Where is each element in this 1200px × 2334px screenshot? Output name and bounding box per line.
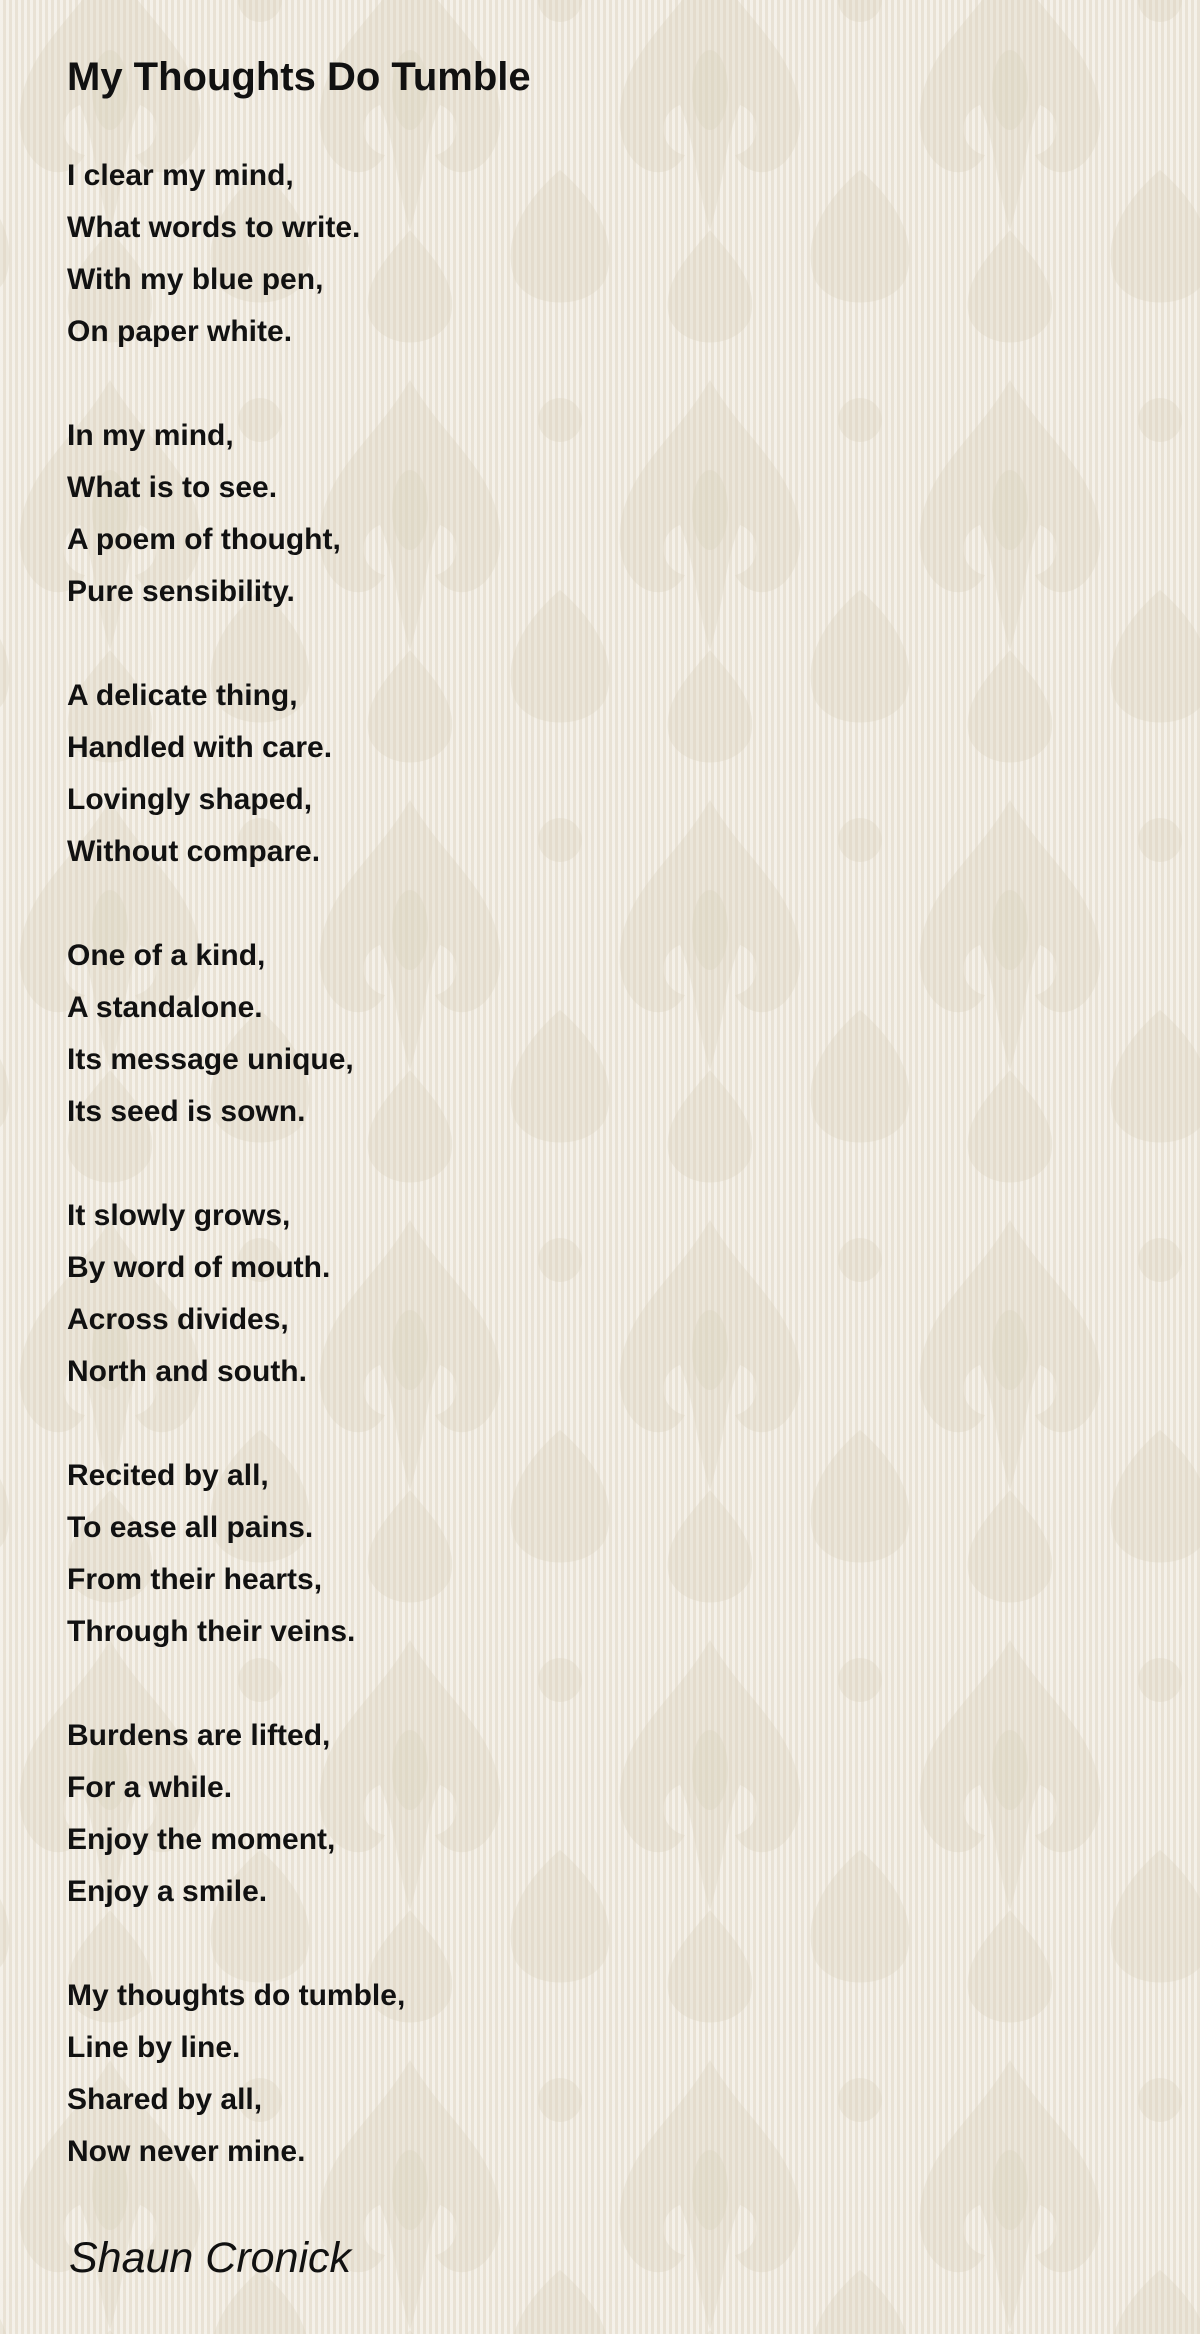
poem-line: I clear my mind, bbox=[67, 159, 294, 192]
poem-line: In my mind, bbox=[67, 419, 234, 452]
poem-line: Handled with care. bbox=[67, 731, 333, 764]
poem-line: Enjoy a smile. bbox=[67, 1875, 268, 1908]
poem-line: Through their veins. bbox=[67, 1615, 356, 1648]
poem-line: What words to write. bbox=[67, 211, 361, 244]
poem-line: It slowly grows, bbox=[67, 1199, 291, 1232]
poem-line: Recited by all, bbox=[67, 1459, 269, 1492]
poem-line: Lovingly shaped, bbox=[67, 783, 313, 816]
poem-line: Without compare. bbox=[67, 835, 321, 868]
poem-line: North and south. bbox=[67, 1355, 307, 1388]
poem-line: My thoughts do tumble, bbox=[67, 1979, 406, 2012]
poem-line: Its message unique, bbox=[67, 1043, 354, 1076]
poem-line: For a while. bbox=[67, 1771, 233, 1804]
poem-stanza bbox=[67, 1190, 405, 1398]
poem-line: By word of mouth. bbox=[67, 1251, 331, 1284]
poem-stanza bbox=[67, 670, 405, 878]
poem-title: My Thoughts Do Tumble bbox=[67, 55, 531, 99]
poem-line: A standalone. bbox=[67, 991, 263, 1024]
poem-stanza bbox=[67, 150, 405, 358]
poem-line: Line by line. bbox=[67, 2031, 241, 2064]
poem-line: Its seed is sown. bbox=[67, 1095, 306, 1128]
poem-line: What is to see. bbox=[67, 471, 278, 504]
poem-stanza bbox=[67, 1710, 405, 1918]
poem-line: Now never mine. bbox=[67, 2135, 306, 2168]
poem-stanza bbox=[67, 1970, 405, 2178]
poem-line: To ease all pains. bbox=[67, 1511, 314, 1544]
poem-line: One of a kind, bbox=[67, 939, 266, 972]
poem-stanza bbox=[67, 1450, 405, 1658]
poem-line: Pure sensibility. bbox=[67, 575, 295, 608]
poem-line: Shared by all, bbox=[67, 2083, 263, 2116]
poem-body bbox=[67, 150, 405, 2230]
poem-stanza bbox=[67, 930, 405, 1138]
poem-line: Burdens are lifted, bbox=[67, 1719, 331, 1752]
poem-line: On paper white. bbox=[67, 315, 293, 348]
poem-line: Enjoy the moment, bbox=[67, 1823, 336, 1856]
poem-author: Shaun Cronick bbox=[69, 2234, 352, 2282]
poem-line: From their hearts, bbox=[67, 1563, 323, 1596]
poem-line: With my blue pen, bbox=[67, 263, 324, 296]
poem-line: A poem of thought, bbox=[67, 523, 341, 556]
poem-stanza bbox=[67, 410, 405, 618]
poem-line: Across divides, bbox=[67, 1303, 289, 1336]
poem-line: A delicate thing, bbox=[67, 679, 298, 712]
